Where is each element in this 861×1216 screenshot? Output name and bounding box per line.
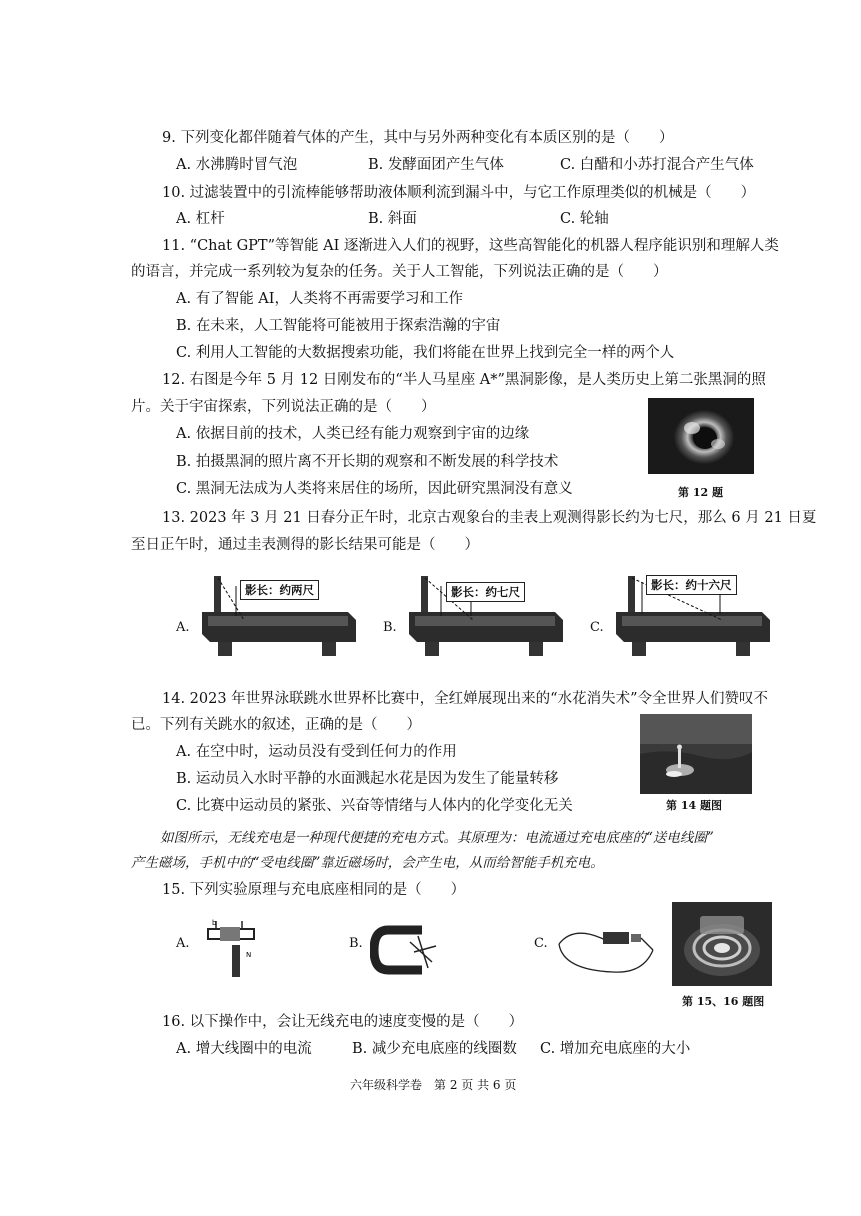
q16-option-b: B. 减少充电底座的线圈数	[352, 1041, 517, 1057]
q16-option-c: C. 增加充电底座的大小	[540, 1041, 691, 1057]
page-footer: 六年级科学卷 第 2 页 共 6 页	[350, 1078, 517, 1092]
q15-option-b-letter: B.	[349, 936, 363, 951]
q11-stem-line1: 11. “Chat GPT”等智能 AI 逐渐进入人们的视野，这些高智能化的机器人程序能识别和理解人类	[162, 238, 779, 254]
q13-option-b-letter: B.	[383, 620, 397, 635]
q15-option-c-image	[553, 920, 663, 980]
q10-option-b: B. 斜面	[368, 211, 417, 227]
q13-b-shadow-label: 影长：约七尺	[446, 582, 525, 602]
q11-stem-line2: 的语言，并完成一系列较为复杂的任务。关于人工智能，下列说法正确的是（ ）	[131, 264, 668, 280]
q12-caption: 第 12 题	[678, 486, 723, 499]
q12-option-a: A. 依据目前的技术，人类已经有能力观察到宇宙的边缘	[176, 426, 530, 442]
q10-option-c: C. 轮轴	[560, 211, 609, 227]
q15-option-a-letter: A.	[176, 936, 190, 951]
q9-option-a: A. 水沸腾时冒气泡	[176, 157, 298, 173]
q9-option-c: C. 白醋和小苏打混合产生气体	[560, 157, 754, 173]
q15-option-c-letter: C.	[534, 936, 548, 951]
q10-option-a: A. 杠杆	[176, 211, 225, 227]
wireless-charging-intro-line2: 产生磁场，手机中的“受电线圈”靠近磁场时，会产生电，从而给智能手机充电。	[131, 855, 604, 871]
q14-option-c: C. 比赛中运动员的紧张、兴奋等情绪与人体内的化学变化无关	[176, 798, 573, 814]
q13-option-a-letter: A.	[176, 620, 190, 635]
q12-stem-line1: 12. 右图是今年 5 月 12 日刚发布的“半人马星座 A*”黑洞影像，是人类历史上第二张黑洞的照	[162, 372, 766, 388]
q15-option-b-image	[370, 922, 440, 978]
q10-stem: 10. 过滤装置中的引流棒能够帮助液体顺利流到漏斗中，与它工作原理类似的机械是（ ）	[162, 185, 756, 201]
q14-stem-line2: 已。下列有关跳水的叙述，正确的是（ ）	[131, 717, 421, 733]
q12-option-b: B. 拍摄黑洞的照片离不开长期的观察和不断发展的科学技术	[176, 454, 559, 470]
q16-option-a: A. 增大线圈中的电流	[176, 1041, 312, 1057]
svg-text:N: N	[246, 951, 252, 959]
q15-option-a-image	[202, 915, 262, 985]
q13-a-shadow-label: 影长：约两尺	[240, 580, 319, 600]
wireless-charger-image	[672, 902, 772, 986]
q11-option-c: C. 利用人工智能的大数据搜索功能，我们将能在世界上找到完全一样的两个人	[176, 345, 675, 361]
q12-stem-line2: 片。关于宇宙探索，下列说法正确的是（ ）	[131, 399, 436, 415]
q13-stem-line1: 13. 2023 年 3 月 21 日春分正午时，北京古观象台的圭表上观测得影长约为七尺，那么 6 月 21 日夏	[162, 510, 817, 526]
q13-c-shadow-label: 影长：约十六尺	[646, 575, 737, 595]
svg-text:b: b	[212, 919, 217, 927]
q14-stem-line1: 14. 2023 年世界泳联跳水世界杯比赛中，全红婵展现出来的“水花消失术”令全世界人们赞叹不	[162, 691, 769, 707]
q15-16-caption: 第 15、16 题图	[682, 995, 765, 1008]
q15-stem: 15. 下列实验原理与充电底座相同的是（ ）	[162, 882, 466, 898]
q11-option-a: A. 有了智能 AI，人类将不再需要学习和工作	[176, 291, 463, 307]
q11-option-b: B. 在未来，人工智能将可能被用于探索浩瀚的宇宙	[176, 318, 501, 334]
q13-option-c-letter: C.	[590, 620, 604, 635]
q13-stem-line2: 至日正午时，通过圭表测得的影长结果可能是（ ）	[131, 537, 479, 553]
wireless-charging-intro-line1: 如图所示，无线充电是一种现代便捷的充电方式。其原理为：电流通过充电底座的“送电线圈”	[160, 830, 714, 846]
q14-option-b: B. 运动员入水时平静的水面溅起水花是因为发生了能量转移	[176, 771, 559, 787]
q14-caption: 第 14 题图	[666, 799, 722, 812]
q12-option-c: C. 黑洞无法成为人类将来居住的场所，因此研究黑洞没有意义	[176, 481, 573, 497]
diving-photo	[640, 714, 752, 794]
q9-option-b: B. 发酵面团产生气体	[368, 157, 504, 173]
q9-stem: 9. 下列变化都伴随着气体的产生，其中与另外两种变化有本质区别的是（ ）	[162, 130, 674, 146]
q16-stem: 16. 以下操作中，会让无线充电的速度变慢的是（ ）	[162, 1014, 524, 1030]
q14-option-a: A. 在空中时，运动员没有受到任何力的作用	[176, 744, 457, 760]
black-hole-image	[648, 398, 754, 474]
